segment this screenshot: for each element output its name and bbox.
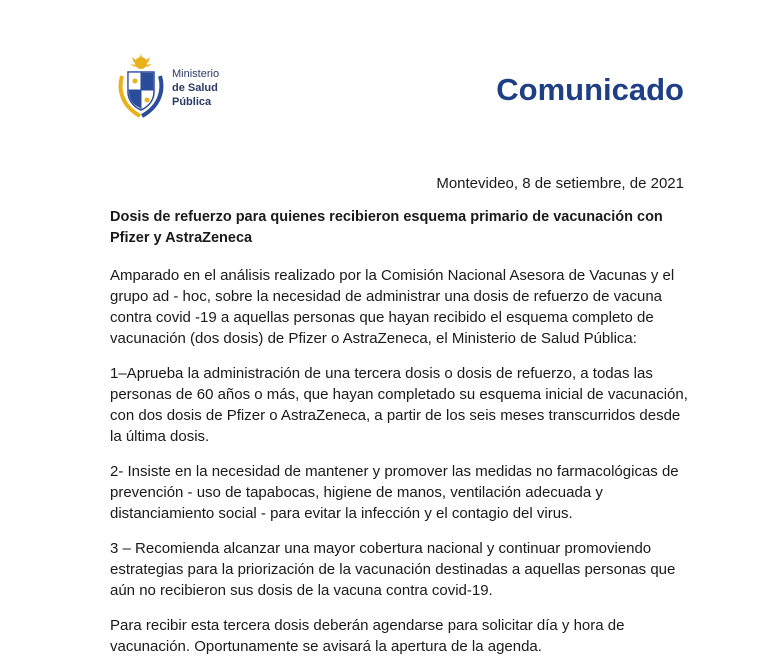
paragraph-closing: Para recibir esta tercera dosis deberán agendarse para solicitar día y hora de vacunación. Oportunamente se avisará la apertura de la agenda.: [110, 617, 625, 655]
paragraph-item-3: 3 – Recomienda alcanzar una mayor cobertura nacional y continuar promoviendo estrategias para la priorización de la vacunación destinadas a aquellas personas que aún no recibieron sus dosis de la vacuna contra covid-19.: [110, 540, 676, 599]
document-date: Montevideo, 8 de setiembre, de 2021: [436, 175, 684, 192]
uruguay-coat-of-arms-icon: [116, 54, 166, 120]
ministry-name-line3: Pública: [172, 96, 212, 108]
ministry-logo: [116, 54, 276, 124]
document-subject: Dosis de refuerzo para quienes recibieron esquema primario de vacunación con Pfizer y AstraZeneca: [110, 209, 663, 246]
document-title: Comunicado: [496, 72, 684, 107]
ministry-name: [172, 67, 219, 109]
document-body: [110, 207, 690, 671]
paragraph-item-1: 1–Aprueba la administración de una tercera dosis o dosis de refuerzo, a todas las personas de 60 años o más, que hayan completado su esquema inicial de vacunación, con dos dosis de Pfizer o AstraZeneca, a partir de los seis meses transcurridos desde la última dosis.: [110, 365, 688, 445]
ministry-name-line1: Ministerio: [172, 68, 220, 80]
paragraph-item-2: 2- Insiste en la necesidad de mantener y promover las medidas no farmacológicas de prevención - uso de tapabocas, higiene de manos, ventilación adecuada y distanciamiento social - para evitar la infección y el contagio del virus.: [110, 463, 679, 522]
paragraph-intro: Amparado en el análisis realizado por la Comisión Nacional Asesora de Vacunas y el grupo ad - hoc, sobre la necesidad de administrar una dosis de refuerzo de vacuna contra covid -19 a aquellas personas que hayan recibido el esquema completo de vacunación (dos dosis) de Pfizer o AstraZeneca, el Ministerio de Salud Pública:: [110, 267, 675, 347]
ministry-name-line2: de Salud: [172, 82, 218, 94]
